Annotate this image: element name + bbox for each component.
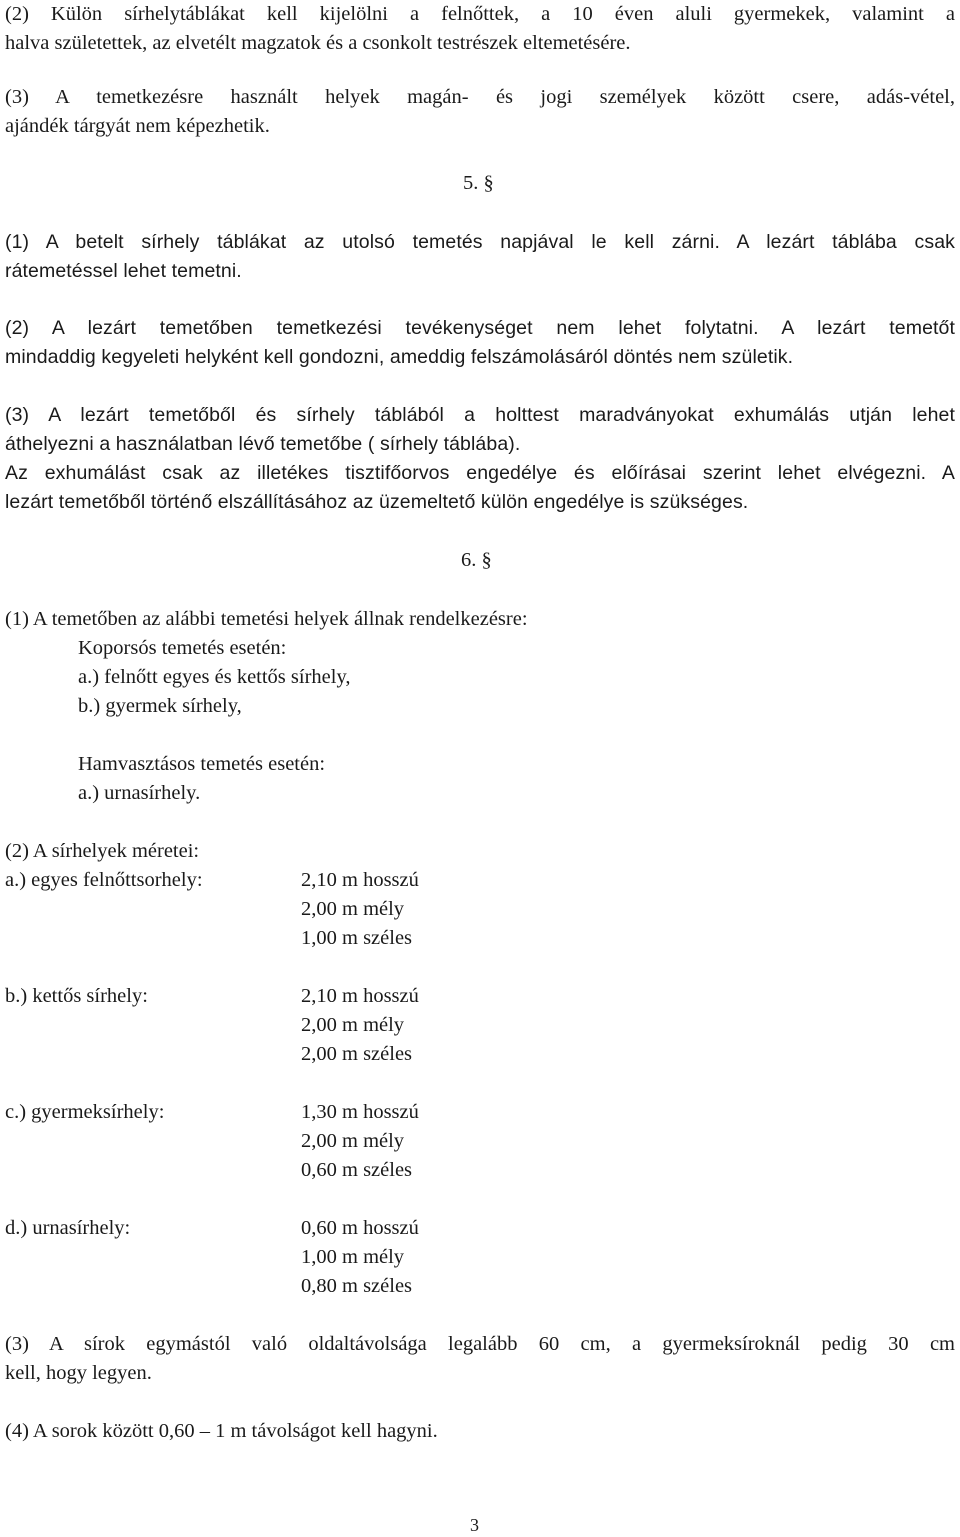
size-row-label: a.) egyes felnőttsorhely:: [5, 869, 203, 891]
paragraph-5-3: [5, 401, 955, 517]
text-line: lezárt temetőből történő elszállításához az üzemeltető külön engedélye is szükséges.: [5, 491, 749, 513]
paragraph-6-2-intro: (2) A sírhelyek méretei:: [5, 840, 200, 862]
size-width: 0,80 m széles: [301, 1275, 413, 1297]
paragraph-6-4: (4) A sorok között 0,60 – 1 m távolságot kell hagyni.: [5, 1420, 438, 1442]
size-width: 0,60 m széles: [301, 1159, 413, 1181]
text-line: (2) Külön sírhelytáblákat kell kijelölni a felnőttek, a 10 éven aluli gyermekek, valamint a: [5, 3, 955, 25]
size-row-label: b.) kettős sírhely:: [5, 985, 148, 1007]
text-line: mindaddig kegyeleti helyként kell gondozni, ameddig felszámolásáról döntés nem születik.: [5, 346, 794, 368]
list-item: a.) felnőtt egyes és kettős sírhely,: [78, 666, 351, 688]
size-depth: 2,00 m mély: [301, 898, 405, 920]
text-line: rátemetéssel lehet temetni.: [5, 260, 242, 282]
text-line: (1) A betelt sírhely táblákat az utolsó temetés napjával le kell zárni. A lezárt táblába csak: [5, 231, 955, 253]
size-length: 1,30 m hosszú: [301, 1101, 419, 1123]
text-line: halva születettek, az elvetélt magzatok és a csonkolt testrészek eltemetésére.: [5, 32, 631, 54]
paragraph-5-1: [5, 228, 955, 286]
paragraph-6-3: [5, 1330, 955, 1388]
paragraph-6-1-intro: (1) A temetőben az alábbi temetési helyek állnak rendelkezésre:: [5, 608, 528, 630]
text-line: ajándék tárgyát nem képezhetik.: [5, 115, 270, 137]
paragraph-4-2: [5, 0, 955, 58]
paragraph-4-3: [5, 83, 955, 141]
urn-burial-heading: Hamvasztásos temetés esetén:: [78, 753, 326, 775]
coffin-burial-heading: Koporsós temetés esetén:: [78, 637, 287, 659]
text-line: (3) A lezárt temetőből és sírhely táblából a holttest maradványokat exhumálás utján lehet: [5, 404, 955, 426]
page-number: 3: [470, 1515, 479, 1535]
size-depth: 2,00 m mély: [301, 1014, 405, 1036]
size-length: 0,60 m hosszú: [301, 1217, 419, 1239]
size-depth: 2,00 m mély: [301, 1130, 405, 1152]
size-width: 1,00 m széles: [301, 927, 413, 949]
size-length: 2,10 m hosszú: [301, 985, 419, 1007]
size-length: 2,10 m hosszú: [301, 869, 419, 891]
text-line: kell, hogy legyen.: [5, 1362, 152, 1384]
section-number-6: 6. §: [461, 549, 492, 571]
section-number-5: 5. §: [463, 172, 494, 194]
text-line: Az exhumálást csak az illetékes tisztifőorvos engedélye és előírásai szerint lehet elvégezni. A: [5, 462, 955, 484]
size-width: 2,00 m széles: [301, 1043, 413, 1065]
text-line: (2) A lezárt temetőben temetkezési tevékenységet nem lehet folytatni. A lezárt temetőt: [5, 317, 955, 339]
size-row-label: c.) gyermeksírhely:: [5, 1101, 165, 1123]
list-item: b.) gyermek sírhely,: [78, 695, 242, 717]
text-line: áthelyezni a használatban lévő temetőbe ( sírhely táblába).: [5, 433, 521, 455]
list-item: a.) urnasírhely.: [78, 782, 201, 804]
paragraph-5-2: [5, 314, 955, 372]
text-line: (3) A temetkezésre használt helyek magán- és jogi személyek között csere, adás-vétel,: [5, 86, 955, 108]
size-row-label: d.) urnasírhely:: [5, 1217, 131, 1239]
size-depth: 1,00 m mély: [301, 1246, 405, 1268]
text-line: (3) A sírok egymástól való oldaltávolsága legalább 60 cm, a gyermeksíroknál pedig 30 cm: [5, 1333, 955, 1355]
